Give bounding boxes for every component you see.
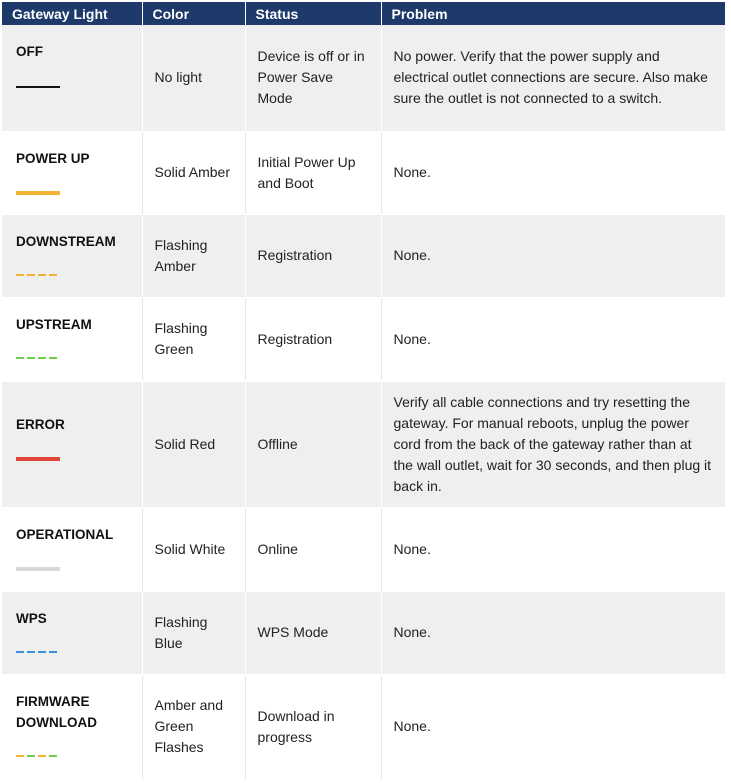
light-indicator-swatch (16, 86, 60, 88)
table-header-row (2, 2, 725, 25)
light-indicator-swatch (16, 274, 60, 276)
light-name: POWER UP (16, 150, 90, 166)
status-cell: Initial Power Up and Boot (245, 131, 381, 214)
light-indicator-swatch (16, 457, 60, 461)
problem-cell: None. (381, 674, 725, 779)
light-cell (2, 131, 142, 214)
header-gateway-light: Gateway Light (2, 2, 142, 25)
light-name: OPERATIONAL (16, 526, 114, 542)
light-name: DOWNSTREAM (16, 233, 116, 249)
status-cell: WPS Mode (245, 591, 381, 674)
light-indicator-swatch (16, 651, 60, 653)
status-cell: Offline (245, 381, 381, 507)
table-row (2, 381, 725, 507)
light-cell (2, 25, 142, 131)
light-name: UPSTREAM (16, 316, 92, 332)
header-color: Color (142, 2, 245, 25)
light-name: ERROR (16, 416, 65, 432)
color-cell: Solid Amber (142, 131, 245, 214)
light-cell (2, 507, 142, 591)
status-cell: Registration (245, 297, 381, 381)
light-cell (2, 674, 142, 779)
problem-cell: None. (381, 297, 725, 381)
status-cell: Online (245, 507, 381, 591)
table-row (2, 591, 725, 674)
problem-cell: None. (381, 214, 725, 297)
light-cell (2, 297, 142, 381)
problem-cell: None. (381, 507, 725, 591)
header-status: Status (245, 2, 381, 25)
light-name: WPS (16, 610, 47, 626)
light-name: OFF (16, 44, 43, 59)
light-indicator-swatch (16, 191, 60, 195)
color-cell: No light (142, 25, 245, 131)
light-cell (2, 591, 142, 674)
status-cell: Device is off or in Power Save Mode (245, 25, 381, 131)
light-indicator-swatch (16, 357, 60, 359)
color-cell: Amber and Green Flashes (142, 674, 245, 779)
header-problem: Problem (381, 2, 725, 25)
color-cell: Flashing Blue (142, 591, 245, 674)
problem-cell: Verify all cable connections and try resetting the gateway. For manual reboots, unplug the power cord from the back of the gateway rather than at the wall outlet, wait for 30 seconds, and then plug it back in. (381, 381, 725, 507)
light-indicator-swatch (16, 567, 60, 571)
color-cell: Solid Red (142, 381, 245, 507)
color-cell: Flashing Green (142, 297, 245, 381)
light-cell (2, 381, 142, 507)
problem-cell: None. (381, 131, 725, 214)
table-row (2, 674, 725, 779)
status-cell: Registration (245, 214, 381, 297)
problem-cell: None. (381, 591, 725, 674)
table-row (2, 297, 725, 381)
color-cell: Solid White (142, 507, 245, 591)
color-cell: Flashing Amber (142, 214, 245, 297)
table-row (2, 214, 725, 297)
table-row (2, 25, 725, 131)
table-row (2, 131, 725, 214)
light-cell (2, 214, 142, 297)
problem-cell: No power. Verify that the power supply and electrical outlet connections are secure. Also make sure the outlet is not connected to a switch. (381, 25, 725, 131)
light-name: FIRMWARE DOWNLOAD (16, 693, 97, 730)
table-row (2, 507, 725, 591)
gateway-light-table (2, 2, 725, 780)
status-cell: Download in progress (245, 674, 381, 779)
light-indicator-swatch (16, 755, 60, 757)
